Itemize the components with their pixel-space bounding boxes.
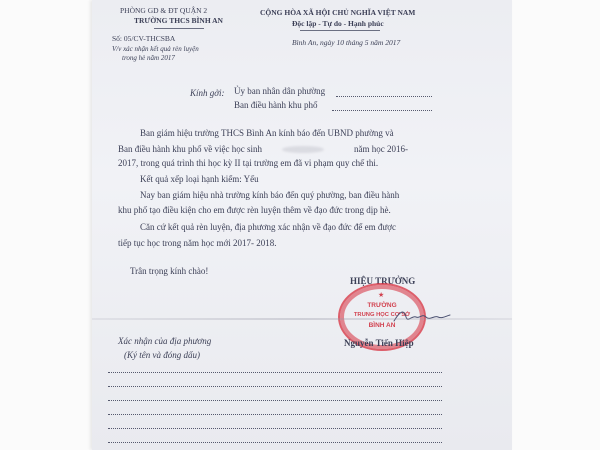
nation-motto: Độc lập - Tự do - Hạnh phúc xyxy=(292,19,384,28)
subject-line-2: trong hè năm 2017 xyxy=(122,54,175,62)
para1-line3: 2017, trong quá trình thi học kỳ II tại trường em đã vi phạm quy chế thi. xyxy=(118,158,379,168)
recipient-neighborhood: Ban điều hành khu phố xyxy=(234,100,318,110)
confirmation-line-4 xyxy=(108,414,442,415)
redacted-student-name xyxy=(282,146,324,153)
header-rule-left xyxy=(154,28,204,29)
para1-line2a: Ban điều hành khu phố về việc học sinh xyxy=(118,144,262,154)
school-name: TRƯỜNG THCS BÌNH AN xyxy=(134,16,223,25)
seal-text-1: TRƯỜNG xyxy=(367,302,397,309)
conduct-result: Kết quả xếp loại hạnh kiểm: Yếu xyxy=(140,174,259,184)
confirmation-instruction: (Ký tên và đóng dấu) xyxy=(124,350,200,360)
seal-text-2: TRUNG HỌC CƠ SỞ xyxy=(353,312,411,318)
recipient-ward-blank xyxy=(336,96,432,97)
header-rule-right xyxy=(300,30,380,31)
confirmation-line-5 xyxy=(108,428,442,429)
confirmation-line-2 xyxy=(108,386,442,387)
para4-line1: Căn cứ kết quả rèn luyện, địa phương xác nhận về đạo đức để em được xyxy=(140,222,396,232)
para4-line2: tiếp tục học trong năm học mới 2017- 2018. xyxy=(118,238,277,248)
recipient-ward: Ủy ban nhân dân phường xyxy=(234,86,326,96)
document-date: Bình An, ngày 10 tháng 5 năm 2017 xyxy=(292,38,401,47)
para3-line2: khu phố tạo điều kiện cho em được rèn luyện thêm về đạo đức trong dịp hè. xyxy=(118,205,391,215)
recipient-neighborhood-blank xyxy=(332,110,432,111)
para1-line1: Ban giám hiệu trường THCS Bình An kính báo đến UBND phường và xyxy=(140,128,394,138)
principal-name: Nguyễn Tiến Hiệp xyxy=(344,338,414,348)
dept-name: PHÒNG GD & ĐT QUẬN 2 xyxy=(120,6,208,15)
subject-line-1: V/v xác nhận kết quả rèn luyện xyxy=(112,45,199,53)
principal-title: HIỆU TRƯỞNG xyxy=(350,276,416,286)
handwritten-signature xyxy=(392,305,452,327)
para3-line1: Nay ban giám hiệu nhà trường kính báo đến quý phường, ban điều hành xyxy=(140,190,400,200)
document-paper xyxy=(92,0,512,450)
seal-star-icon: ★ xyxy=(378,292,385,299)
seal-text-3: BÌNH AN xyxy=(368,322,396,329)
document-number: Số: 05/CV-THCSBA xyxy=(112,34,176,43)
confirmation-line-1 xyxy=(108,372,442,373)
nation-title: CỘNG HÒA XÃ HỘI CHỦ NGHĨA VIỆT NAM xyxy=(260,8,416,17)
paper-fold xyxy=(92,318,512,320)
confirmation-line-3 xyxy=(108,400,442,401)
recipients-label: Kính gởi: xyxy=(190,88,225,98)
confirmation-label: Xác nhận của địa phương xyxy=(118,336,212,346)
closing-greeting: Trân trọng kính chào! xyxy=(130,266,209,276)
para1-line2b: năm học 2016- xyxy=(354,144,408,154)
confirmation-line-6 xyxy=(108,442,442,443)
